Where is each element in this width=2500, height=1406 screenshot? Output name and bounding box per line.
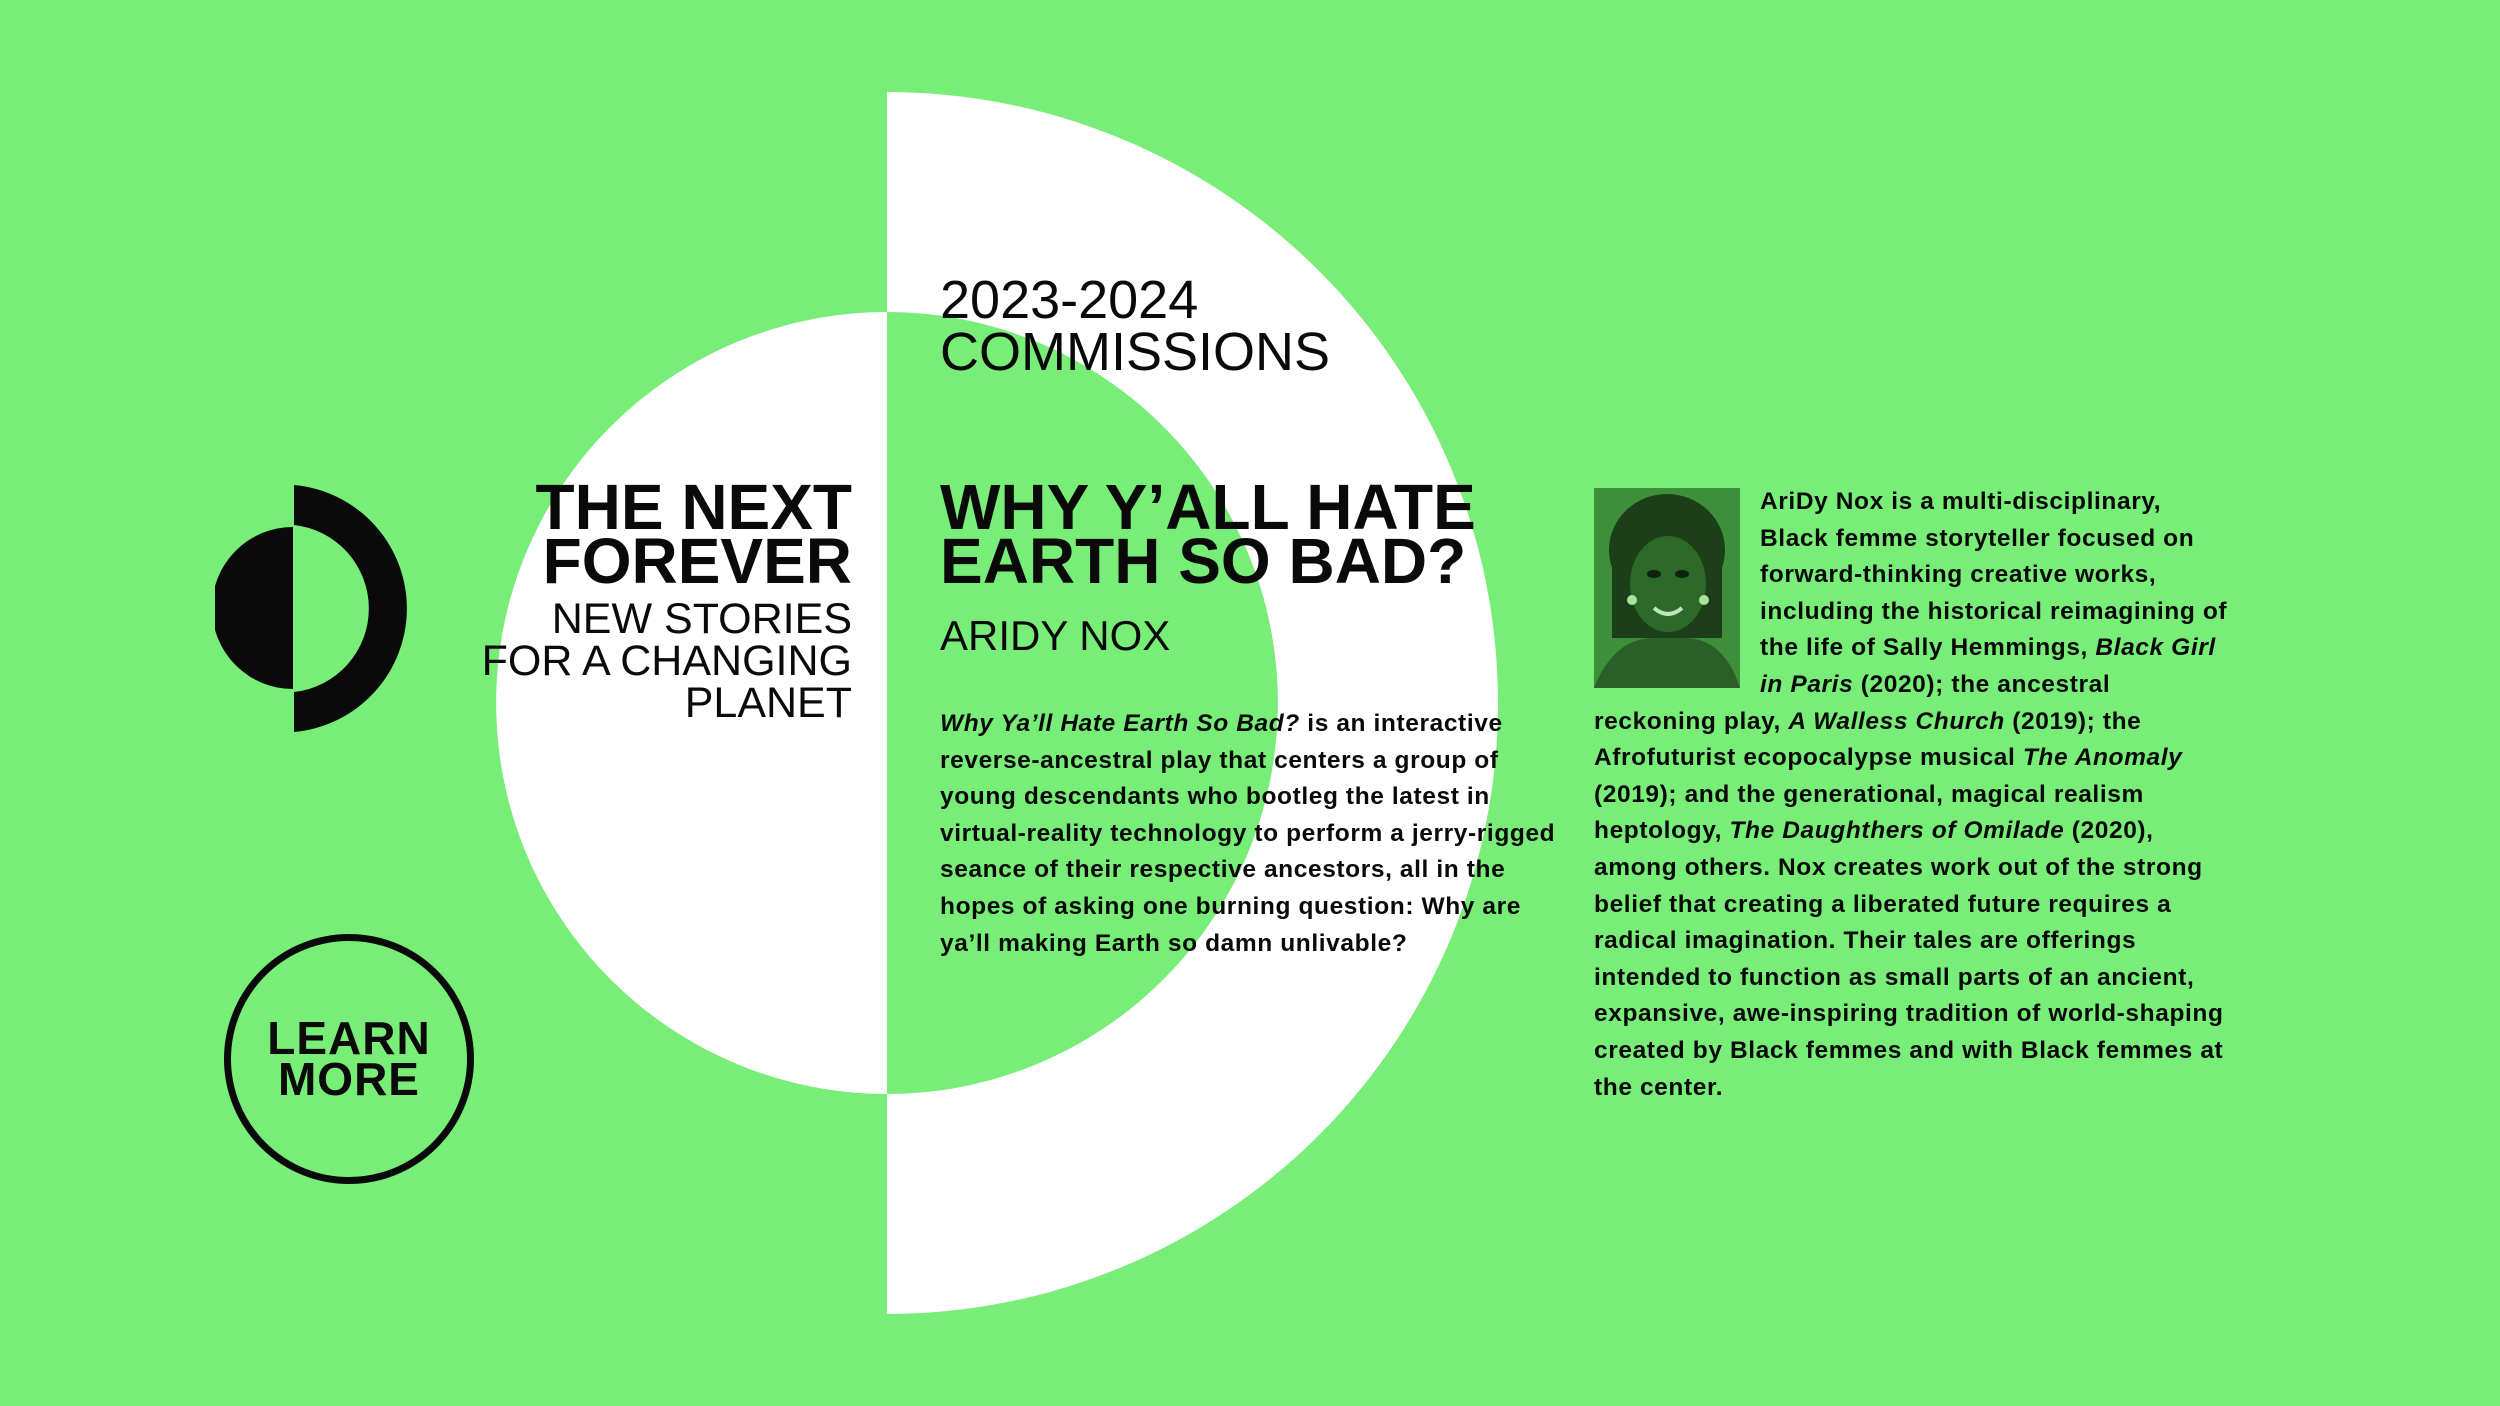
series-title-line: THE NEXT xyxy=(535,471,852,543)
author-bio xyxy=(1594,484,2234,1106)
learn-more-label: LEARN MORE xyxy=(267,1012,431,1105)
commissions-label: COMMISSIONS xyxy=(940,322,1331,382)
play-description-body: is an interactive reverse-ancestral play that centers a group of young descendants who bootleg the latest in virtual-reality technology to perform a jerry-rigged seance of their respective ancestors, all in the hopes of asking one burning question: Why are ya’ll making Earth so damn unlivable? xyxy=(940,710,1556,957)
bio-text: (2020); the ancestral reckoning play, xyxy=(1594,670,2111,735)
series-title-line: FOREVER xyxy=(542,525,852,597)
bio-text: (2019); the Afrofuturist ecopocalypse musical xyxy=(1594,707,2142,772)
series-title xyxy=(380,471,852,597)
bio-text: AriDy Nox is a multi-disciplinary, Black femme storyteller focused on forward-thinking creative works, including the historical reimagining of the life of Sally Hemmings, xyxy=(1760,488,2228,662)
play-title-line: EARTH SO BAD? xyxy=(940,525,1467,597)
bio-work-title: Black Girl in Paris xyxy=(1760,634,2216,698)
series-subtitle xyxy=(380,595,852,727)
series-subtitle-line: FOR A CHANGING xyxy=(481,637,852,685)
play-title xyxy=(940,471,1580,597)
bio-text: (2019); and the generational, magical realism heptology, xyxy=(1594,780,2144,845)
bio-work-title: The Anomaly xyxy=(2022,744,2183,772)
series-subtitle-line: NEW STORIES xyxy=(551,595,852,643)
play-description-title: Why Ya’ll Hate Earth So Bad? xyxy=(940,710,1300,737)
play-author: ARIDY NOX xyxy=(940,612,1171,659)
commissions-heading xyxy=(940,270,1480,382)
bio-work-title: A Walless Church xyxy=(1788,707,2005,735)
bio-work-title: The Daughthers of Omilade xyxy=(1729,817,2065,845)
learn-more-button[interactable] xyxy=(224,934,474,1184)
play-title-line: WHY Y’ALL HATE xyxy=(940,471,1476,543)
season-label: 2023-2024 xyxy=(940,270,1199,330)
bio-text: (2020), among others. Nox creates work out of the strong belief that creating a liberated future requires a radical imagination. Their tales are offerings intended to function as small parts of an ancient, expansive, awe-inspiring tradition of world-shaping created by Black femmes and with Black femmes at the center. xyxy=(1594,817,2224,1101)
play-description xyxy=(940,706,1570,962)
series-block xyxy=(380,471,852,727)
series-subtitle-line: PLANET xyxy=(684,679,852,727)
